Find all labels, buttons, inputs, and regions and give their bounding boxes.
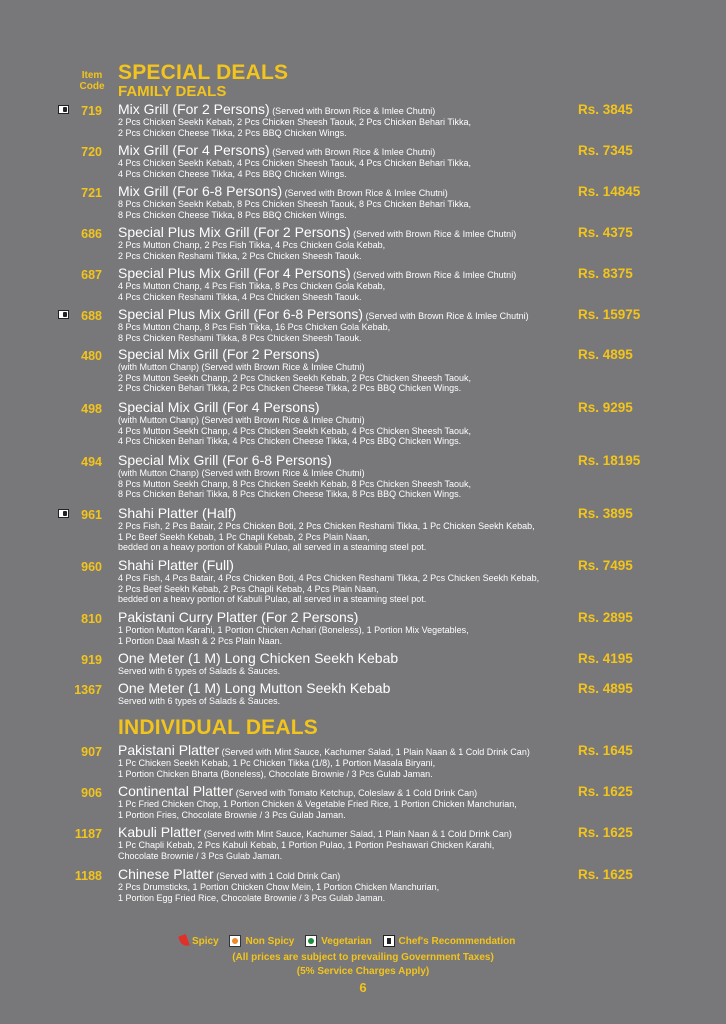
individual-deals-title: INDIVIDUAL DEALS [118, 716, 318, 739]
item-served-with: (Served with Brown Rice & Imlee Chutni) [363, 311, 529, 321]
item-served-with: (Served with Brown Rice & Imlee Chutni) [282, 188, 448, 198]
item-description [118, 758, 588, 779]
item-description-line: 2 Pcs Fish, 2 Pcs Batair, 2 Pcs Chicken Boti, 2 Pcs Chicken Reshami Tikka, 1 Pc Chicken Seekh Kebab, [118, 521, 535, 531]
item-description-line: 1 Pc Beef Seekh Kebab, 1 Pc Chapli Kebab, 2 Pcs Plain Naan, [118, 531, 370, 542]
item-price: Rs. 8375 [578, 266, 633, 281]
item-code: 721 [81, 186, 102, 200]
item-name: Continental Platter [118, 783, 234, 799]
item-price: Rs. 1625 [578, 867, 633, 882]
item-price: Rs. 7345 [578, 143, 633, 158]
item-description-line: 2 Pcs Chicken Reshami Tikka, 2 Pcs Chicken Sheesh Taouk. [118, 250, 362, 261]
item-name: Special Plus Mix Grill (For 6-8 Persons) [118, 306, 364, 322]
item-description-line: 1 Portion Egg Fried Rice, Chocolate Brownie / 3 Pcs Gulab Jaman. [118, 892, 386, 903]
item-code: 480 [81, 349, 102, 363]
item-name: Mix Grill (For 2 Persons) [118, 101, 270, 117]
item-code-header: Item Code [79, 70, 105, 92]
item-name: Special Mix Grill (For 4 Persons) [118, 399, 320, 415]
page-number: 6 [359, 980, 367, 995]
item-description-line: 2 Pcs Beef Seekh Kebab, 2 Pcs Chapli Kebab, 4 Pcs Plain Naan, [118, 583, 379, 594]
item-name: Special Plus Mix Grill (For 4 Persons) [118, 265, 351, 281]
item-code: 494 [81, 455, 102, 469]
item-code: 687 [81, 268, 102, 282]
special-deals-title: SPECIAL DEALS [118, 61, 289, 84]
item-description-line: Chocolate Brownie / 3 Pcs Gulab Jaman. [118, 850, 283, 861]
item-name: Special Plus Mix Grill (For 2 Persons) [118, 224, 351, 240]
item-description-line: 4 Pcs Chicken Reshami Tikka, 4 Pcs Chicken Sheesh Taouk. [118, 291, 362, 302]
item-served-with: (Served with Brown Rice & Imlee Chutni) [269, 147, 436, 157]
item-description [118, 840, 588, 861]
item-description-line: 4 Pcs Mutton Seekh Chanp, 4 Pcs Chicken Seekh Kebab, 4 Pcs Chicken Sheesh Taouk, [118, 425, 472, 436]
item-price: Rs. 1625 [578, 784, 633, 799]
item-code: 1187 [74, 827, 102, 841]
tax-note: (All prices are subject to prevailing Government Taxes) [232, 952, 494, 963]
item-served-with: (Served with 1 Cold Drink Can) [213, 871, 341, 881]
item-code: 906 [81, 786, 102, 800]
item-description-line: 8 Pcs Mutton Seekh Chanp, 8 Pcs Chicken Seekh Kebab, 8 Pcs Chicken Sheesh Taouk, [118, 478, 472, 489]
item-code: 688 [81, 309, 102, 323]
item-description-line: 8 Pcs Chicken Cheese Tikka, 8 Pcs BBQ Chicken Wings. [118, 209, 347, 220]
item-name: Pakistani Platter [118, 742, 220, 758]
item-served-with: (Served with Brown Rice & Imlee Chutni) [269, 106, 436, 116]
item-code: 719 [81, 104, 102, 118]
vegetarian-icon [305, 935, 317, 947]
item-served-with: (Served with Mint Sauce, Kachumer Salad, 1 Plain Naan & 1 Cold Drink Can) [219, 747, 530, 757]
item-name: Special Mix Grill (For 2 Persons) [118, 346, 320, 362]
item-description-line: 8 Pcs Chicken Behari Tikka, 8 Pcs Chicken Cheese Tikka, 8 Pcs BBQ Chicken Wings. [118, 489, 462, 499]
item-name: Kabuli Platter [118, 824, 202, 840]
item-description-line: 2 Pcs Mutton Chanp, 2 Pcs Fish Tikka, 4 Pcs Chicken Gola Kebab, [118, 240, 386, 250]
item-served-with: (Served with Tomato Ketchup, Coleslaw & 1 Cold Drink Can) [233, 788, 478, 798]
item-name: One Meter (1 M) Long Chicken Seekh Kebab [118, 650, 399, 666]
item-code: 720 [81, 145, 102, 159]
item-description-line: Served with 6 types of Salads & Sauces. [118, 696, 281, 706]
legend-vegetarian: Vegetarian [305, 935, 372, 947]
item-price: Rs. 4195 [578, 651, 633, 666]
legend-chef: Chef's Recommendation [383, 935, 516, 947]
item-description-line: 8 Pcs Chicken Seekh Kebab, 8 Pcs Chicken Sheesh Taouk, 8 Pcs Chicken Behari Tikka, [118, 199, 472, 209]
item-description [118, 322, 588, 343]
legend-spicy: Spicy [180, 935, 219, 947]
item-price: Rs. 14845 [578, 184, 641, 199]
item-description-line: 4 Pcs Chicken Behari Tikka, 4 Pcs Chicken Cheese Tikka, 4 Pcs BBQ Chicken Wings. [118, 436, 462, 446]
item-description-line: 4 Pcs Mutton Chanp, 4 Pcs Fish Tikka, 8 Pcs Chicken Gola Kebab, [118, 281, 386, 291]
item-name: Mix Grill (For 6-8 Persons) [118, 183, 283, 199]
item-description-line: 4 Pcs Fish, 4 Pcs Batair, 4 Pcs Chicken Boti, 4 Pcs Chicken Reshami Tikka, 2 Pcs Chicken Seekh Kebab, [118, 573, 540, 583]
item-description-line: (with Mutton Chanp) (Served with Brown Rice & Imlee Chutni) [118, 468, 365, 478]
item-name: Shahi Platter (Half) [118, 505, 237, 521]
item-price: Rs. 9295 [578, 400, 633, 415]
item-code: 686 [81, 227, 102, 241]
item-description-line: 2 Pcs Chicken Behari Tikka, 2 Pcs Chicken Cheese Tikka, 2 Pcs BBQ Chicken Wings. [118, 383, 462, 393]
item-price: Rs. 15975 [578, 307, 641, 322]
chef-recommendation-icon [383, 935, 395, 947]
item-price: Rs. 18195 [578, 453, 641, 468]
chili-icon [178, 934, 190, 948]
item-name: Mix Grill (For 4 Persons) [118, 142, 270, 158]
item-price: Rs. 4375 [578, 225, 633, 240]
family-deals-title: FAMILY DEALS [118, 83, 227, 100]
item-description-line: 1 Pc Chapli Kebab, 2 Pcs Kabuli Kebab, 1 Portion Pulao, 1 Portion Peshawari Chicken Karahi, [118, 840, 495, 850]
item-price: Rs. 2895 [578, 610, 633, 625]
item-description-line: bedded on a heavy portion of Kabuli Pulao, all served in a steaming steel pot. [118, 542, 427, 552]
item-code: 1367 [74, 683, 102, 697]
item-description-line: (with Mutton Chanp) (Served with Brown Rice & Imlee Chutni) [118, 415, 365, 425]
item-served-with: (Served with Mint Sauce, Kachumer Salad, 1 Plain Naan & 1 Cold Drink Can) [201, 829, 512, 839]
item-name: Pakistani Curry Platter (For 2 Persons) [118, 609, 359, 625]
item-name: One Meter (1 M) Long Mutton Seekh Kebab [118, 680, 391, 696]
item-price: Rs. 1625 [578, 825, 633, 840]
item-description [118, 666, 588, 677]
item-description [118, 799, 588, 820]
item-price: Rs. 4895 [578, 347, 633, 362]
item-description [118, 240, 588, 261]
item-description-line: 8 Pcs Chicken Reshami Tikka, 8 Pcs Chicken Sheesh Taouk. [118, 332, 362, 343]
item-price: Rs. 7495 [578, 558, 633, 573]
item-price: Rs. 4895 [578, 681, 633, 696]
item-description-line: 2 Pcs Mutton Seekh Chanp, 2 Pcs Chicken Seekh Kebab, 2 Pcs Chicken Sheesh Taouk, [118, 372, 472, 383]
item-price: Rs. 3895 [578, 506, 633, 521]
item-code: 907 [81, 745, 102, 759]
item-description [118, 199, 588, 220]
item-description-line: 1 Portion Mutton Karahi, 1 Portion Chicken Achari (Boneless), 1 Portion Mix Vegetables, [118, 625, 469, 635]
item-description-line: 1 Portion Fries, Chocolate Brownie / 3 Pcs Gulab Jaman. [118, 809, 346, 820]
item-served-with: (Served with Brown Rice & Imlee Chutni) [350, 229, 517, 239]
item-description [118, 415, 588, 447]
item-description-line: 2 Pcs Chicken Seekh Kebab, 2 Pcs Chicken Sheesh Taouk, 2 Pcs Chicken Behari Tikka, [118, 117, 472, 127]
item-description-line: Served with 6 types of Salads & Sauces. [118, 666, 281, 676]
legend [180, 935, 560, 950]
item-price: Rs. 1645 [578, 743, 633, 758]
item-name: Shahi Platter (Full) [118, 557, 234, 573]
item-description-line: 4 Pcs Chicken Cheese Tikka, 4 Pcs BBQ Chicken Wings. [118, 168, 347, 179]
item-served-with: (Served with Brown Rice & Imlee Chutni) [350, 270, 517, 280]
item-name: Special Mix Grill (For 6-8 Persons) [118, 452, 332, 468]
service-charge-note: (5% Service Charges Apply) [296, 966, 430, 977]
item-description [118, 468, 588, 500]
item-description-line: 1 Pc Chicken Seekh Kebab, 1 Pc Chicken Tikka (1/8), 1 Portion Masala Biryani, [118, 758, 436, 768]
item-description-line: (with Mutton Chanp) (Served with Brown Rice & Imlee Chutni) [118, 362, 365, 372]
item-price: Rs. 3845 [578, 102, 633, 117]
item-description-line: 8 Pcs Mutton Chanp, 8 Pcs Fish Tikka, 16 Pcs Chicken Gola Kebab, [118, 322, 391, 332]
item-description [118, 117, 588, 138]
item-description-line: 2 Pcs Chicken Cheese Tikka, 2 Pcs BBQ Chicken Wings. [118, 127, 347, 138]
item-description [118, 158, 588, 179]
item-code: 919 [81, 653, 102, 667]
item-code: 1188 [74, 869, 102, 883]
item-description [118, 573, 588, 605]
item-description [118, 696, 588, 707]
item-description [118, 521, 588, 553]
item-description [118, 882, 588, 903]
item-description-line: bedded on a heavy portion of Kabuli Pulao, all served in a steaming steel pot. [118, 594, 427, 604]
item-description-line: 4 Pcs Chicken Seekh Kebab, 4 Pcs Chicken Sheesh Taouk, 4 Pcs Chicken Behari Tikka, [118, 158, 472, 168]
item-description-line: 1 Portion Daal Mash & 2 Pcs Plain Naan. [118, 635, 283, 646]
item-description [118, 362, 588, 394]
item-code: 810 [81, 612, 102, 626]
item-code: 498 [81, 402, 102, 416]
item-description [118, 625, 588, 646]
item-code: 960 [81, 560, 102, 574]
item-description [118, 281, 588, 302]
item-description-line: 1 Portion Chicken Bharta (Boneless), Chocolate Brownie / 3 Pcs Gulab Jaman. [118, 768, 433, 779]
item-description-line: 1 Pc Fried Chicken Chop, 1 Portion Chicken & Vegetable Fried Rice, 1 Portion Chicken Manchurian, [118, 799, 517, 809]
legend-non-spicy: Non Spicy [229, 935, 294, 947]
item-name: Chinese Platter [118, 866, 214, 882]
item-code: 961 [81, 508, 102, 522]
item-description-line: 2 Pcs Drumsticks, 1 Portion Chicken Chow Mein, 1 Portion Chicken Manchurian, [118, 882, 440, 892]
non-spicy-icon [229, 935, 241, 947]
